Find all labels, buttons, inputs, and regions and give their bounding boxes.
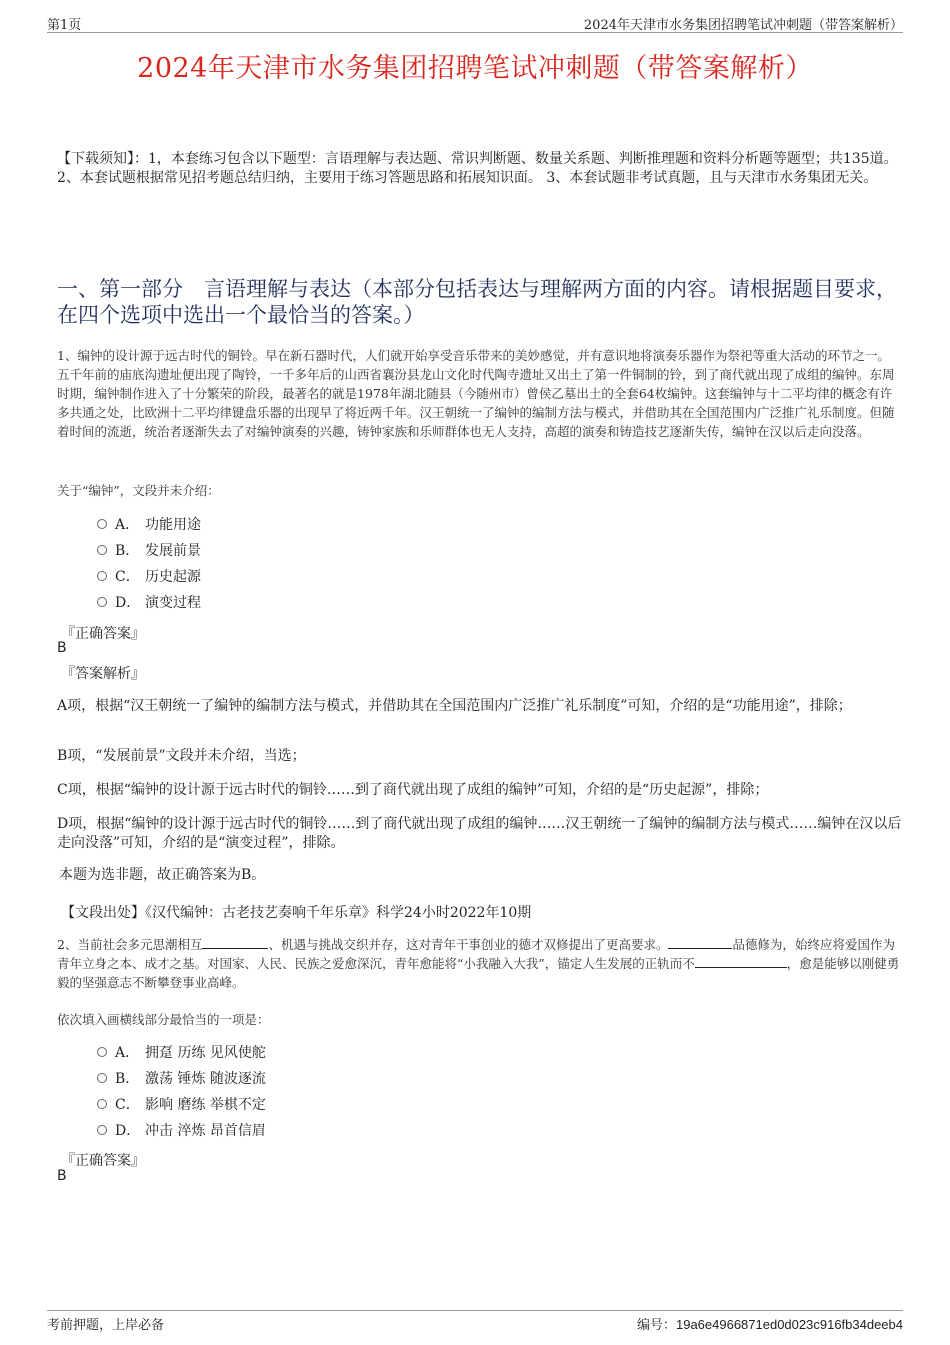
correct-answer: B — [57, 640, 67, 656]
analysis-label: 『答案解析』 — [61, 666, 145, 682]
analysis-a: A项，根据“汉王朝统一了编钟的编制方法与模式，并借助其在全国范围内广泛推广礼乐制度”可知，介绍的是“功能用途”，排除； — [57, 698, 852, 714]
header-doc-title: 2024年天津市水务集团招聘笔试冲刺题（带答案解析） — [583, 18, 903, 33]
radio-icon[interactable] — [97, 1073, 107, 1083]
blank-1 — [202, 935, 268, 949]
footer-code: 编号：19a6e4966871ed0d023c916fb34deeb4 — [636, 1317, 903, 1333]
radio-icon[interactable] — [97, 1047, 107, 1057]
question-2-ask: 依次填入画横线部分最恰当的一项是： — [57, 1012, 270, 1027]
option-a[interactable]: A． 拥趸 历练 见风使舵 — [97, 1040, 266, 1066]
radio-icon[interactable] — [97, 571, 107, 581]
option-b[interactable]: B． 激荡 锤炼 随波逐流 — [97, 1066, 266, 1092]
analysis-conclusion: 本题为选非题，故正确答案为B。 — [59, 867, 266, 883]
header-page-label: 第1页 — [47, 18, 82, 33]
radio-icon[interactable] — [97, 545, 107, 555]
page-title: 2024年天津市水务集团招聘笔试冲刺题（带答案解析） — [137, 53, 813, 84]
radio-icon[interactable] — [97, 1099, 107, 1109]
radio-icon[interactable] — [97, 597, 107, 607]
question-2-stem: 2、当前社会多元思潮相互 、机遇与挑战交织并存，这对青年干事创业的德才双修提出了更高要求。 品德修为，始终应将爱国作为青年立身之本、成才之基。对国家、人民、民族之爱愈深沉，青年愈能将“小我融入大我”，锚定人生发展的正轨而不 ，愈是能够以刚健勇毅的坚强意志不断攀登事业高峰。 — [57, 937, 900, 990]
question-1-options — [97, 512, 201, 616]
footer-divider — [47, 1310, 903, 1311]
question-1-ask: 关于“编钟”，文段并未介绍： — [57, 483, 220, 498]
radio-icon[interactable] — [97, 1125, 107, 1135]
blank-3 — [695, 954, 787, 968]
question-1-stem: 1、编钟的设计源于远古时代的铜铃。早在新石器时代，人们就开始享受音乐带来的美妙感觉，并有意识地将演奏乐器作为祭祀等重大活动的环节之一。五千年前的庙底沟遗址便出现了陶铃，一千多年后的山西省襄汾县龙山文化时代陶寺遗址又出土了第一件铜制的铃，到了商代就出现了成组的编钟。东周时期，编钟制作进入了十分繁荣的阶段，最著名的就是1978年湖北随县（今随州市）曾侯乙墓出土的全套64枚编钟。这套编钟与十二平均律的概念有许多共通之处，比欧洲十二平均律键盘乐器的出现早了将近两千年。汉王朝统一了编钟的编制方法与模式，并借助其在全国范围内广泛推广礼乐制度。但随着时间的流逝，统治者逐渐失去了对编钟演奏的兴趣，铸钟家族和乐师群体也无人支持，高超的演奏和铸造技艺逐渐失传，编钟在汉以后走向没落。 — [57, 348, 895, 439]
section-title: 一、第一部分 言语理解与表达（本部分包括表达与理解两方面的内容。请根据题目要求，在四个选项中选出一个最恰当的答案。） — [57, 277, 897, 327]
correct-answer: B — [57, 1168, 67, 1184]
option-d[interactable]: D． 冲击 淬炼 昂首信眉 — [97, 1118, 266, 1144]
radio-icon[interactable] — [97, 519, 107, 529]
option-d[interactable]: D． 演变过程 — [97, 590, 201, 616]
correct-answer-label: 『正确答案』 — [61, 626, 145, 642]
analysis-b: B项，“发展前景”文段并未介绍，当选； — [57, 748, 306, 764]
analysis-c: C项，根据“编钟的设计源于远古时代的铜铃……到了商代就出现了成组的编钟”可知，介绍的是“历史起源”，排除； — [57, 782, 769, 798]
analysis-d: D项，根据“编钟的设计源于远古时代的铜铃……到了商代就出现了成组的编钟……汉王朝统一了编钟的编制方法与模式……编钟在汉以后走向没落”可知，介绍的是“演变过程”，排除。 — [57, 816, 902, 851]
question-2-options — [97, 1040, 266, 1144]
download-notice: 【下载须知】：1，本套练习包含以下题型：言语理解与表达题、常识判断题、数量关系题、判断推理题和资料分析题等题型；共135道。 2、本套试题根据常见招考题总结归纳，主要用于练习答题思路和拓展知识面。 3、本套试题非考试真题，且与天津市水务集团无关。 — [57, 151, 898, 186]
option-c[interactable]: C． 影响 磨练 举棋不定 — [97, 1092, 266, 1118]
source-citation: 【文段出处】《汉代编钟：古老技艺奏响千年乐章》科学24小时2022年10期 — [61, 905, 532, 921]
option-a[interactable]: A． 功能用途 — [97, 512, 201, 538]
option-c[interactable]: C． 历史起源 — [97, 564, 201, 590]
correct-answer-label: 『正确答案』 — [61, 1153, 145, 1169]
option-b[interactable]: B． 发展前景 — [97, 538, 201, 564]
blank-2 — [668, 935, 732, 949]
footer-slogan: 考前押题，上岸必备 — [47, 1318, 165, 1333]
header-divider — [47, 32, 903, 33]
